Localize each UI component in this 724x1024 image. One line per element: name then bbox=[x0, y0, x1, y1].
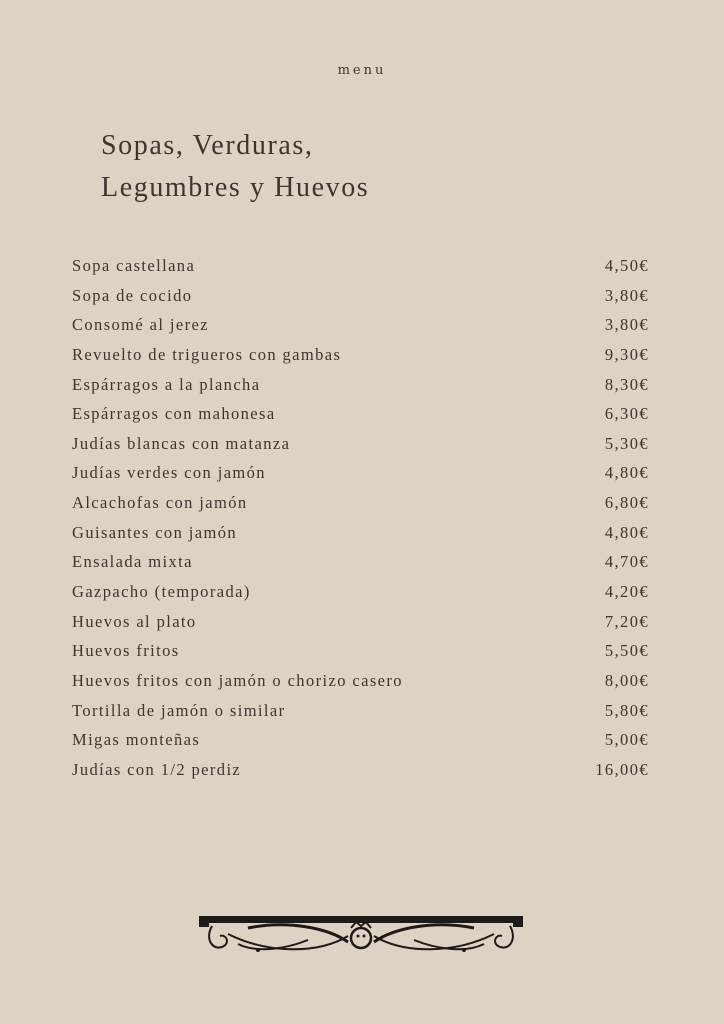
menu-item-name: Consomé al jerez bbox=[72, 315, 209, 335]
menu-item bbox=[72, 696, 649, 726]
menu-item bbox=[72, 251, 649, 281]
menu-item-price: 8,00€ bbox=[604, 670, 649, 690]
menu-item-name: Sopa de cocido bbox=[72, 285, 193, 305]
menu-item-name: Gazpacho (temporada) bbox=[72, 582, 251, 602]
menu-items-list bbox=[72, 251, 649, 785]
menu-item-price: 4,80€ bbox=[604, 463, 649, 483]
menu-item bbox=[72, 577, 649, 607]
menu-item bbox=[72, 666, 649, 696]
menu-item bbox=[72, 607, 649, 637]
menu-item-name: Judías verdes con jamón bbox=[72, 463, 266, 483]
menu-item bbox=[72, 399, 649, 429]
menu-item bbox=[72, 755, 649, 785]
menu-item-price: 4,80€ bbox=[604, 522, 649, 542]
menu-item-price: 5,00€ bbox=[604, 730, 649, 750]
section-title bbox=[101, 125, 369, 209]
menu-item bbox=[72, 281, 649, 311]
menu-item-price: 16,00€ bbox=[595, 759, 649, 779]
menu-item-name: Migas monteñas bbox=[72, 730, 201, 750]
section-title-line-1: Sopas, Verduras, bbox=[101, 130, 314, 161]
menu-item bbox=[72, 725, 649, 755]
menu-item bbox=[72, 488, 649, 518]
menu-item-name: Alcachofas con jamón bbox=[72, 493, 248, 513]
menu-item-name: Espárragos con mahonesa bbox=[72, 404, 276, 424]
menu-item-price: 4,50€ bbox=[604, 256, 649, 275]
menu-item bbox=[72, 310, 649, 340]
menu-item-price: 3,80€ bbox=[604, 315, 649, 335]
menu-item-name: Judías con 1/2 perdiz bbox=[72, 759, 242, 779]
menu-item bbox=[72, 370, 649, 400]
menu-item-price: 9,30€ bbox=[604, 344, 649, 364]
menu-item-price: 5,80€ bbox=[604, 700, 649, 720]
menu-item-name: Espárragos a la plancha bbox=[72, 374, 261, 394]
menu-item-price: 5,30€ bbox=[604, 433, 649, 453]
menu-item bbox=[72, 340, 649, 370]
menu-item-price: 4,70€ bbox=[604, 552, 649, 572]
menu-item-name: Revuelto de trigueros con gambas bbox=[72, 344, 342, 364]
decorative-ornament-icon bbox=[198, 914, 524, 958]
menu-item-name: Tortilla de jamón o similar bbox=[72, 700, 286, 720]
menu-item-name: Huevos fritos bbox=[72, 641, 180, 661]
menu-item-name: Huevos fritos con jamón o chorizo casero bbox=[72, 670, 403, 690]
menu-item-name: Guisantes con jamón bbox=[72, 522, 237, 542]
menu-item bbox=[72, 547, 649, 577]
menu-item-price: 3,80€ bbox=[604, 285, 649, 305]
menu-item-price: 7,20€ bbox=[604, 611, 649, 631]
menu-item-name: Huevos al plato bbox=[72, 611, 197, 631]
menu-label: menu bbox=[337, 63, 387, 78]
menu-item-price: 8,30€ bbox=[604, 374, 649, 394]
menu-item bbox=[72, 458, 649, 488]
section-title-line-2: Legumbres y Huevos bbox=[101, 172, 370, 203]
menu-item-price: 4,20€ bbox=[604, 582, 649, 602]
menu-item-price: 6,30€ bbox=[604, 404, 649, 424]
menu-item-name: Judías blancas con matanza bbox=[72, 433, 291, 453]
menu-item bbox=[72, 518, 649, 548]
menu-item-name: Sopa castellana bbox=[72, 256, 196, 275]
menu-item-price: 6,80€ bbox=[604, 493, 649, 513]
menu-item bbox=[72, 429, 649, 459]
menu-item-name: Ensalada mixta bbox=[72, 552, 193, 572]
menu-item-price: 5,50€ bbox=[604, 641, 649, 661]
menu-item bbox=[72, 636, 649, 666]
